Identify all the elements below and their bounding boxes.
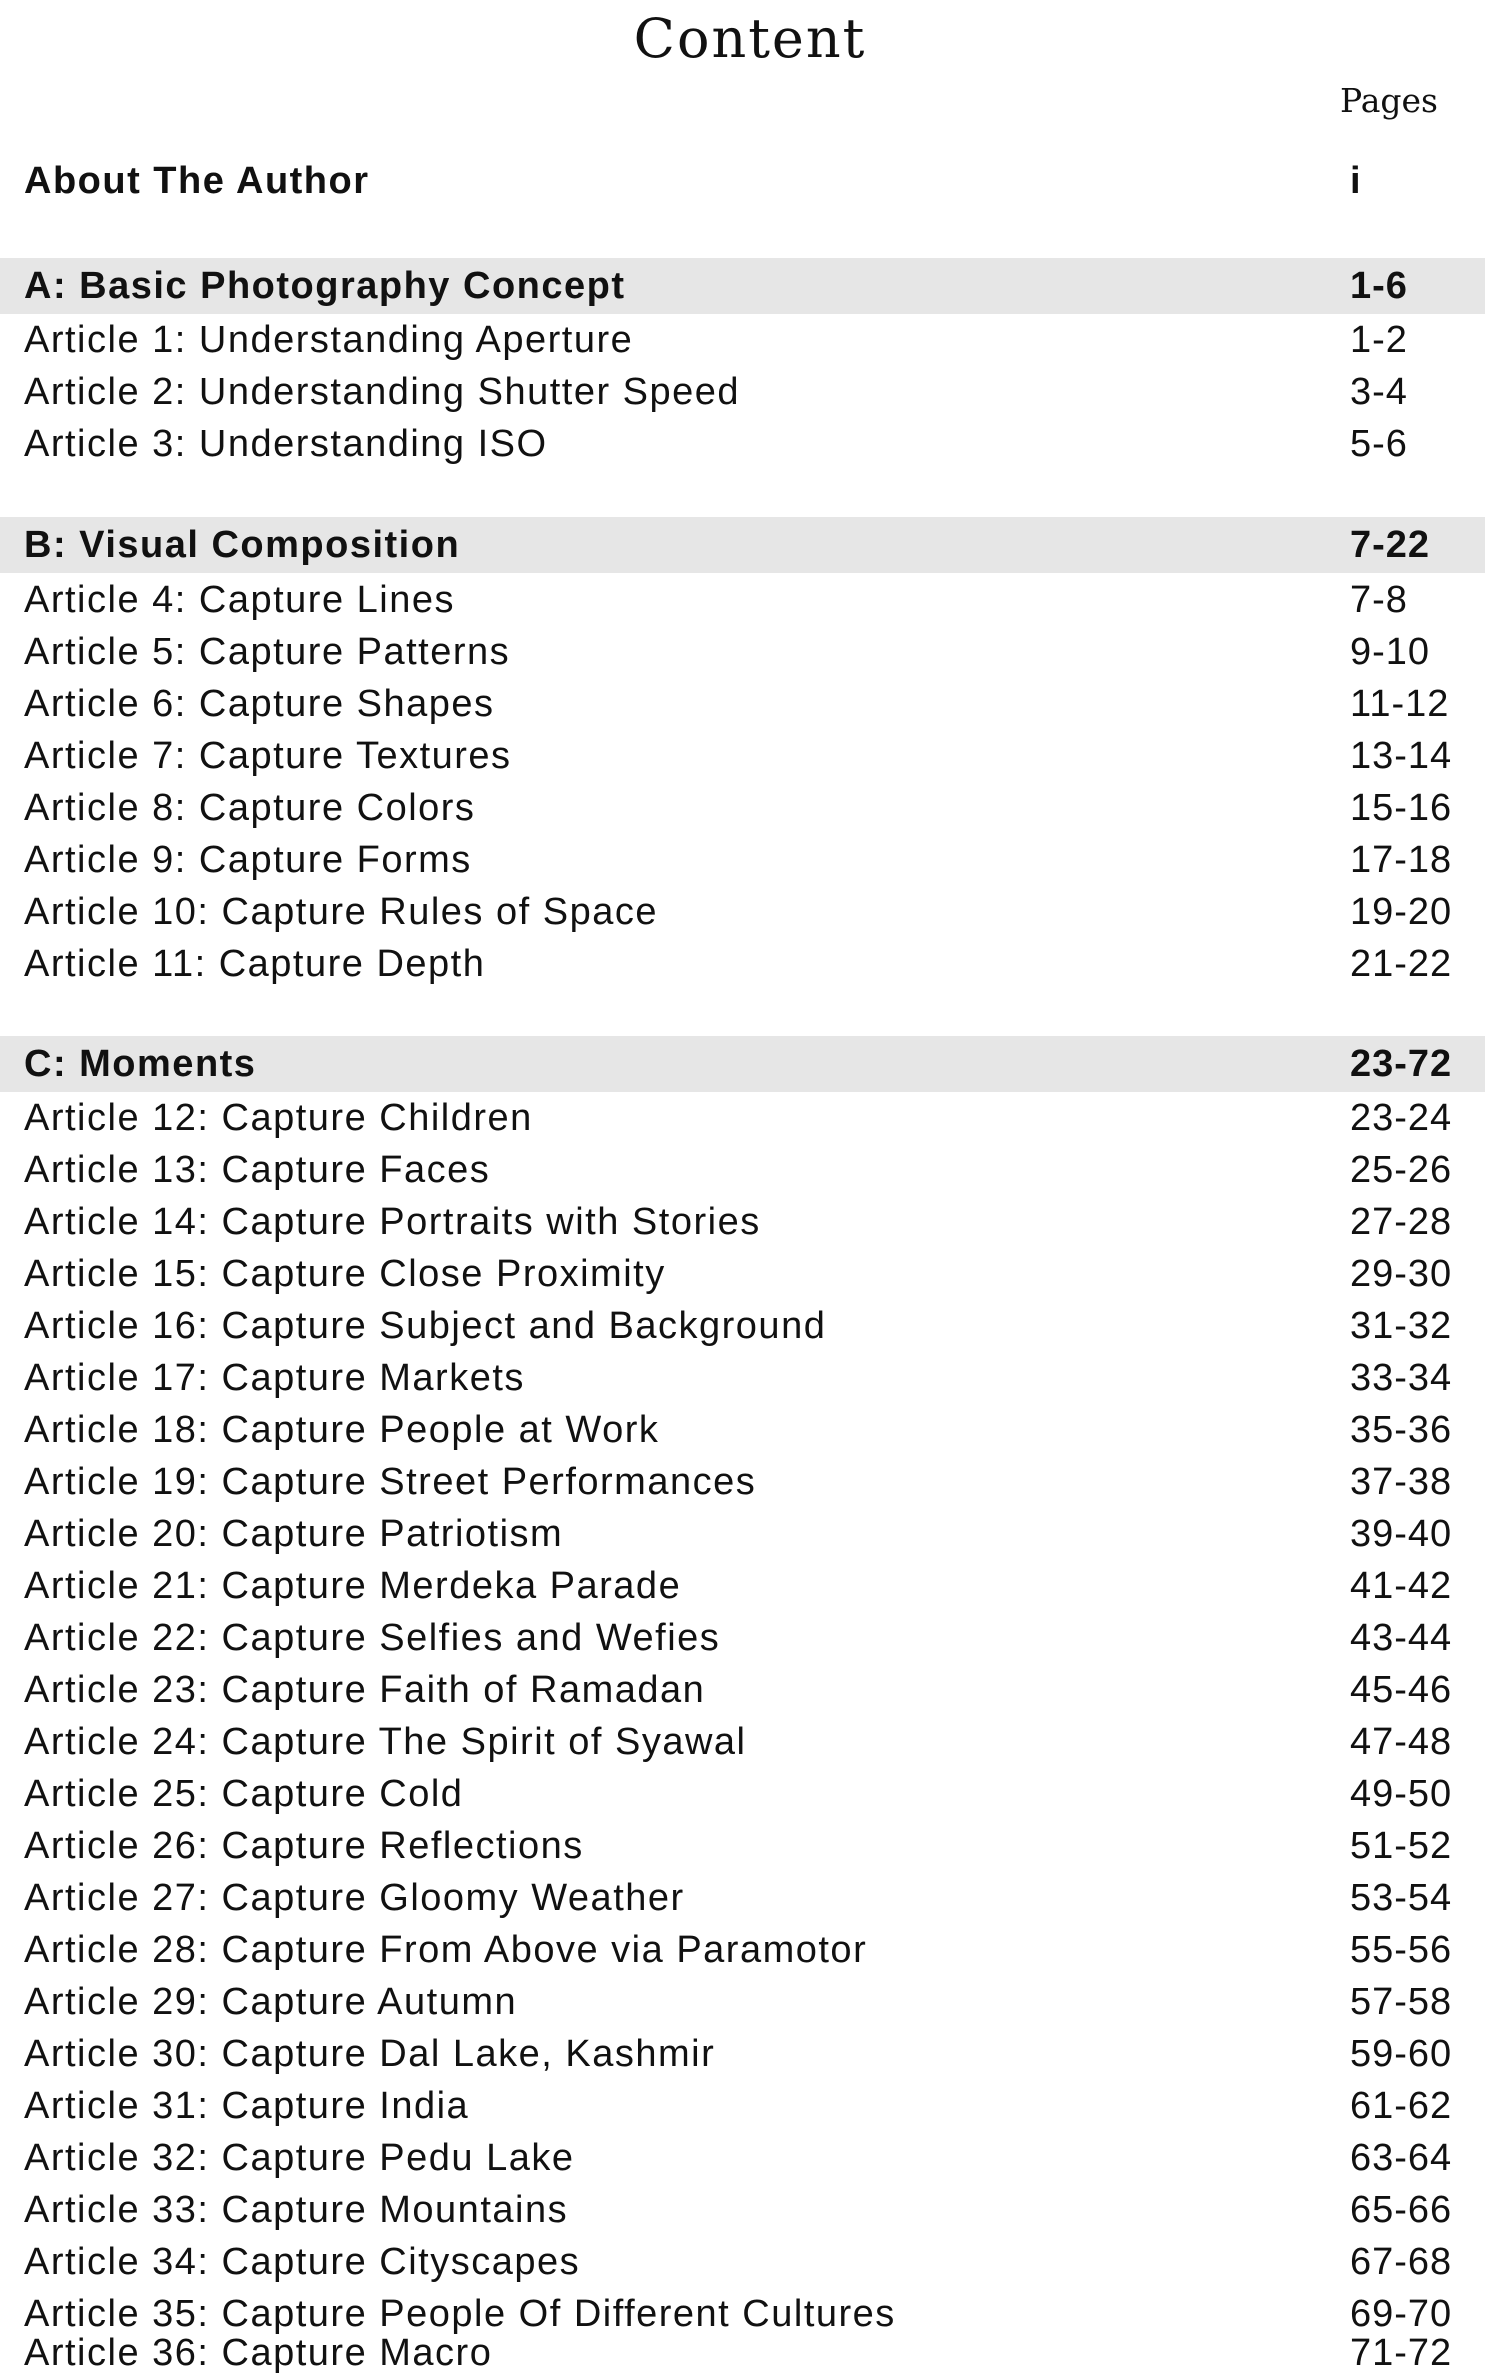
page-title: Content bbox=[633, 7, 867, 70]
entry-title: Article 35: Capture People Of Different Cultures bbox=[24, 2293, 896, 2335]
section-header-c[interactable] bbox=[0, 1036, 1485, 1092]
entry-pages: 67-68 bbox=[1350, 2241, 1453, 2283]
toc-entry-article-1[interactable] bbox=[0, 314, 1485, 366]
entry-pages: 49-50 bbox=[1350, 1773, 1453, 1815]
toc-entry-article-12[interactable] bbox=[0, 1092, 1485, 1144]
toc-entry-article-29[interactable] bbox=[0, 1976, 1485, 2028]
entry-title: Article 21: Capture Merdeka Parade bbox=[24, 1565, 682, 1607]
entry-pages: 63-64 bbox=[1350, 2137, 1453, 2179]
section-pages: 7-22 bbox=[1350, 524, 1431, 566]
toc-entry-article-33[interactable] bbox=[0, 2184, 1485, 2236]
entry-pages: 47-48 bbox=[1350, 1721, 1453, 1763]
about-author-pages: i bbox=[1350, 160, 1362, 202]
toc-entry-article-30[interactable] bbox=[0, 2028, 1485, 2080]
toc-entry-article-28[interactable] bbox=[0, 1924, 1485, 1976]
toc-entry-article-14[interactable] bbox=[0, 1196, 1485, 1248]
entry-title: Article 24: Capture The Spirit of Syawal bbox=[24, 1721, 747, 1763]
toc-entry-article-23[interactable] bbox=[0, 1664, 1485, 1716]
entry-title: Article 25: Capture Cold bbox=[24, 1773, 464, 1815]
entry-title: Article 28: Capture From Above via Paramotor bbox=[24, 1929, 868, 1971]
entry-pages: 59-60 bbox=[1350, 2033, 1453, 2075]
entry-pages: 19-20 bbox=[1350, 891, 1453, 933]
toc-entry-article-9[interactable] bbox=[0, 834, 1485, 886]
toc-entry-article-15[interactable] bbox=[0, 1248, 1485, 1300]
section-label: B: Visual Composition bbox=[24, 524, 461, 566]
entry-title: Article 34: Capture Cityscapes bbox=[24, 2241, 581, 2283]
entry-pages: 69-70 bbox=[1350, 2293, 1453, 2335]
entry-pages: 21-22 bbox=[1350, 943, 1453, 985]
entry-pages: 51-52 bbox=[1350, 1825, 1453, 1867]
entry-pages: 27-28 bbox=[1350, 1201, 1453, 1243]
entry-title: Article 27: Capture Gloomy Weather bbox=[24, 1877, 685, 1919]
toc-entry-article-18[interactable] bbox=[0, 1404, 1485, 1456]
toc-entry-article-34[interactable] bbox=[0, 2236, 1485, 2288]
entry-title: Article 9: Capture Forms bbox=[24, 839, 472, 881]
toc-entry-article-27[interactable] bbox=[0, 1872, 1485, 1924]
entry-title: Article 17: Capture Markets bbox=[24, 1357, 525, 1399]
entry-title: Article 31: Capture India bbox=[24, 2085, 470, 2127]
entry-pages: 35-36 bbox=[1350, 1409, 1453, 1451]
section-label: C: Moments bbox=[24, 1043, 257, 1085]
section-label: A: Basic Photography Concept bbox=[24, 265, 626, 307]
entry-title: Article 36: Capture Macro bbox=[24, 2332, 493, 2374]
entry-pages: 13-14 bbox=[1350, 735, 1453, 777]
entry-pages: 33-34 bbox=[1350, 1357, 1453, 1399]
entry-pages: 15-16 bbox=[1350, 787, 1453, 829]
toc-entry-article-25[interactable] bbox=[0, 1768, 1485, 1820]
entry-title: Article 33: Capture Mountains bbox=[24, 2189, 569, 2231]
entry-pages: 61-62 bbox=[1350, 2085, 1453, 2127]
toc-entry-article-32[interactable] bbox=[0, 2132, 1485, 2184]
entry-title: Article 6: Capture Shapes bbox=[24, 683, 495, 725]
entry-pages: 43-44 bbox=[1350, 1617, 1453, 1659]
entry-title: Article 1: Understanding Aperture bbox=[24, 319, 634, 361]
toc-entry-article-4[interactable] bbox=[0, 574, 1485, 626]
entry-pages: 1-2 bbox=[1350, 319, 1408, 361]
entry-title: Article 3: Understanding ISO bbox=[24, 423, 548, 465]
entry-title: Article 22: Capture Selfies and Wefies bbox=[24, 1617, 721, 1659]
entry-pages: 57-58 bbox=[1350, 1981, 1453, 2023]
pages-column-header: Pages bbox=[1340, 81, 1438, 120]
entry-title: Article 2: Understanding Shutter Speed bbox=[24, 371, 741, 413]
toc-entry-article-6[interactable] bbox=[0, 678, 1485, 730]
section-pages: 23-72 bbox=[1350, 1043, 1453, 1085]
entry-pages: 55-56 bbox=[1350, 1929, 1453, 1971]
about-author-row[interactable] bbox=[0, 155, 1485, 207]
entry-pages: 17-18 bbox=[1350, 839, 1453, 881]
entry-pages: 7-8 bbox=[1350, 579, 1408, 621]
toc-entry-article-8[interactable] bbox=[0, 782, 1485, 834]
entry-pages: 37-38 bbox=[1350, 1461, 1453, 1503]
entry-pages: 29-30 bbox=[1350, 1253, 1453, 1295]
toc-entry-article-10[interactable] bbox=[0, 886, 1485, 938]
toc-entry-article-11[interactable] bbox=[0, 938, 1485, 990]
toc-entry-article-24[interactable] bbox=[0, 1716, 1485, 1768]
entry-title: Article 15: Capture Close Proximity bbox=[24, 1253, 666, 1295]
toc-entry-article-36[interactable] bbox=[0, 2327, 1485, 2379]
toc-entry-article-16[interactable] bbox=[0, 1300, 1485, 1352]
entry-title: Article 5: Capture Patterns bbox=[24, 631, 511, 673]
entry-pages: 41-42 bbox=[1350, 1565, 1453, 1607]
entry-pages: 39-40 bbox=[1350, 1513, 1453, 1555]
entry-title: Article 19: Capture Street Performances bbox=[24, 1461, 757, 1503]
entry-title: Article 7: Capture Textures bbox=[24, 735, 512, 777]
entry-pages: 25-26 bbox=[1350, 1149, 1453, 1191]
section-pages: 1-6 bbox=[1350, 265, 1408, 307]
entry-title: Article 30: Capture Dal Lake, Kashmir bbox=[24, 2033, 716, 2075]
entry-pages: 53-54 bbox=[1350, 1877, 1453, 1919]
toc-entry-article-7[interactable] bbox=[0, 730, 1485, 782]
entry-title: Article 32: Capture Pedu Lake bbox=[24, 2137, 575, 2179]
entry-pages: 5-6 bbox=[1350, 423, 1408, 465]
entry-title: Article 26: Capture Reflections bbox=[24, 1825, 584, 1867]
toc-entry-article-19[interactable] bbox=[0, 1456, 1485, 1508]
section-header-a[interactable] bbox=[0, 258, 1485, 314]
entry-pages: 3-4 bbox=[1350, 371, 1408, 413]
entry-pages: 31-32 bbox=[1350, 1305, 1453, 1347]
entry-title: Article 8: Capture Colors bbox=[24, 787, 476, 829]
toc-entry-article-26[interactable] bbox=[0, 1820, 1485, 1872]
section-header-b[interactable] bbox=[0, 517, 1485, 573]
entry-title: Article 12: Capture Children bbox=[24, 1097, 533, 1139]
entry-title: Article 14: Capture Portraits with Stories bbox=[24, 1201, 761, 1243]
toc-entry-article-17[interactable] bbox=[0, 1352, 1485, 1404]
entry-pages: 65-66 bbox=[1350, 2189, 1453, 2231]
about-author-title: About The Author bbox=[24, 160, 370, 202]
toc-entry-article-21[interactable] bbox=[0, 1560, 1485, 1612]
toc-entry-article-2[interactable] bbox=[0, 366, 1485, 418]
toc-entry-article-3[interactable] bbox=[0, 418, 1485, 470]
entry-title: Article 20: Capture Patriotism bbox=[24, 1513, 564, 1555]
entry-pages: 23-24 bbox=[1350, 1097, 1453, 1139]
toc-entry-article-13[interactable] bbox=[0, 1144, 1485, 1196]
entry-pages: 9-10 bbox=[1350, 631, 1431, 673]
entry-title: Article 29: Capture Autumn bbox=[24, 1981, 518, 2023]
toc-entry-article-20[interactable] bbox=[0, 1508, 1485, 1560]
entry-title: Article 10: Capture Rules of Space bbox=[24, 891, 658, 933]
entry-pages: 71-72 bbox=[1350, 2332, 1453, 2374]
toc-entry-article-22[interactable] bbox=[0, 1612, 1485, 1664]
entry-title: Article 13: Capture Faces bbox=[24, 1149, 491, 1191]
toc-entry-article-31[interactable] bbox=[0, 2080, 1485, 2132]
entry-title: Article 11: Capture Depth bbox=[24, 943, 486, 985]
toc-entry-article-5[interactable] bbox=[0, 626, 1485, 678]
entry-title: Article 4: Capture Lines bbox=[24, 579, 455, 621]
entry-title: Article 18: Capture People at Work bbox=[24, 1409, 660, 1451]
entry-title: Article 23: Capture Faith of Ramadan bbox=[24, 1669, 706, 1711]
entry-pages: 45-46 bbox=[1350, 1669, 1453, 1711]
entry-title: Article 16: Capture Subject and Background bbox=[24, 1305, 827, 1347]
entry-pages: 11-12 bbox=[1350, 683, 1450, 725]
